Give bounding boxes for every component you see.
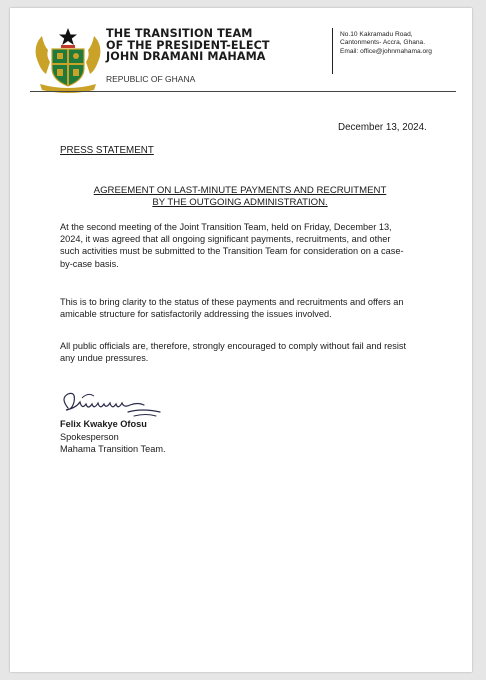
address-line: No.10 Kakramadu Road, [340, 31, 413, 38]
letter-page [10, 8, 472, 672]
body-paragraph-2 [60, 296, 432, 320]
signatory-block [60, 418, 166, 456]
handwritten-signature-icon [58, 388, 168, 422]
paragraph-line: All public officials are, therefore, strongly encouraged to comply without fail and resist [60, 341, 407, 351]
paragraph-line: amicable structure for satisfactorily addressing the issues involved. [60, 309, 332, 320]
statement-subject [60, 185, 420, 209]
signatory-organization: Mahama Transition Team. [60, 444, 166, 454]
body-paragraph-3 [60, 340, 432, 364]
paragraph-line: by-case basis. [60, 258, 119, 269]
subject-line: AGREEMENT ON LAST-MINUTE PAYMENTS AND RECRUITMENT [93, 185, 387, 196]
letterhead-title-line: THE TRANSITION TEAM [106, 27, 253, 40]
paragraph-line: 2024, it was agreed that all ongoing significant payments, recruitments, and other [60, 234, 391, 245]
address-email: Email: office@johnmahama.org [340, 47, 432, 55]
paragraph-line: such activities must be submitted to the Transition Team for consideration on a case- [60, 246, 404, 257]
subject-line: BY THE OUTGOING ADMINISTRATION. [152, 197, 328, 208]
letterhead-title-line: OF THE PRESIDENT-ELECT [106, 38, 270, 52]
letterhead-title [106, 28, 270, 63]
press-statement-heading: PRESS STATEMENT [60, 145, 154, 156]
letterhead-address [340, 31, 432, 56]
letterhead-divider [332, 28, 333, 74]
letterhead-title-line: JOHN DRAMANI MAHAMA [106, 50, 266, 63]
letter-date: December 13, 2024. [338, 122, 427, 133]
header-rule [30, 91, 456, 92]
paragraph-line: At the second meeting of the Joint Transition Team, held on Friday, December 13, [60, 222, 392, 232]
letterhead-republic: REPUBLIC OF GHANA [106, 74, 196, 84]
paragraph-line: This is to bring clarity to the status of these payments and recruitments and offers an [60, 297, 404, 307]
signatory-name: Felix Kwakye Ofosu [60, 419, 147, 429]
paragraph-line: any undue pressures. [60, 353, 149, 364]
ghana-coat-of-arms-icon [32, 26, 104, 94]
signatory-role: Spokesperson [60, 431, 119, 442]
body-paragraph-1 [60, 221, 432, 270]
address-line: Cantonments- Accra, Ghana. [340, 39, 426, 47]
